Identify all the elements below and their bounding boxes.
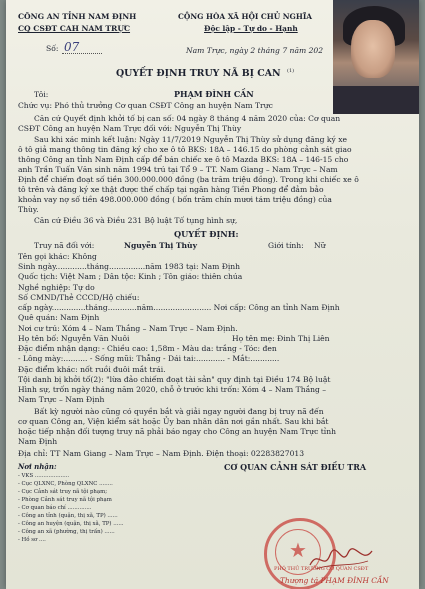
body-line: tô trên và đăng ký xe thật được thế chấp tại ngân hàng Tiền Phong để đảm bảo: [18, 185, 324, 194]
recipient-item: - Hồ sơ ....: [18, 537, 46, 543]
signer-name: Thượng tá PHẠM ĐÌNH CẦN: [280, 576, 389, 585]
body-line: Định để chiếm đoạt số tiền 300.000.000 đồng (ba trăm triệu đồng). Trong khi chiếc xe ô: [18, 175, 359, 184]
body-line: CSĐT Công an huyện Nam Trực đối với: Nguyễn Thị Thùy: [18, 124, 242, 133]
recipient-item: - Công an tỉnh (quận, thị xã, TP) ......: [18, 513, 118, 519]
charge-line: Nam Trực – Nam Định: [18, 395, 105, 404]
signature-org: CƠ QUAN CẢNH SÁT ĐIỀU TRA: [224, 462, 367, 472]
country-line1: CỘNG HÒA XÃ HỘI CHỦ NGHĨA: [178, 12, 313, 21]
photo-shirt: [333, 86, 419, 114]
appeal-line: Nam Định: [18, 437, 58, 446]
place-date: Nam Trực, ngày 2 tháng 7 năm 202: [186, 46, 324, 55]
author-name: PHẠM ĐÌNH CẦN: [174, 89, 254, 99]
appeal-line: cơ quan Công an, Viện kiểm sát hoặc Ủy ban nhân dân nơi gần nhất. Sau khi bắt: [18, 417, 329, 426]
recipient-item: - Phòng Cảnh sát truy nã tội phạm: [18, 497, 112, 503]
body-line: Sau khi xác minh kết luận: Ngày 11/7/2019 Nguyễn Thị Thùy sử dụng đăng ký xe: [34, 135, 347, 144]
charge-line: Tội danh bị khởi tố(2): "lừa đảo chiếm đoạt tài sản" quy định tại Điều 174 Bộ luật: [18, 375, 331, 384]
father: Họ tên bố: Nguyễn Văn Nuôi: [18, 334, 130, 343]
special-features: Đặc điểm khác: nốt ruồi đuôi mắt trái.: [18, 365, 166, 374]
body-line: Căn cứ Quyết định khởi tố bị can số: 04 ngày 8 tháng 4 năm 2020 của: Cơ quan: [34, 114, 341, 123]
stamp-caption: PHÓ THỦ TRƯỞNG CƠ QUAN CSĐT: [274, 566, 369, 572]
recipient-item: - Cơ quan báo chí ..............: [18, 505, 92, 511]
charge-line: Hình sự, trốn ngày tháng năm 2020, chỗ ở trước khi trốn: Xóm 4 – Nam Thắng –: [18, 385, 327, 394]
mother: Họ tên mẹ: Đinh Thị Liên: [232, 334, 330, 343]
occupation: Nghề nghiệp: Tự do: [18, 283, 95, 292]
body-line: khoản vay nợ số tiền 498.000.000 đồng ( bốn trăm chín mươi tám triệu đồng) của: [18, 195, 332, 204]
stamp-star-icon: ★: [289, 538, 307, 562]
doc-number-value: 07: [64, 40, 80, 54]
wanted-name: Nguyễn Thị Thùy: [124, 241, 197, 250]
country-line2: Độc lập - Tự do - Hạnh: [204, 24, 298, 33]
body-line: ô tô giả mang thông tin đăng ký cho xe ô tô BKS: 18A – 146.15 do phòng cảnh sát giao: [18, 145, 352, 154]
author-position: Chức vụ: Phó thủ trưởng Cơ quan CSĐT Công an huyện Nam Trực: [18, 101, 273, 110]
features-2: - Lông mày:.......... - Sống mũi: Thẳng - Dái tai:............ - Mắt:............: [18, 354, 280, 363]
body-line: thông Công an tỉnh Nam Định cấp để bán chiếc xe ô tô Mazda BKS: 18A – 146-15 cho: [18, 155, 349, 164]
body-line: Thùy.: [18, 205, 39, 214]
birth: Sinh ngày.............tháng...............năm 1983 tại: Nam Định: [18, 262, 241, 271]
recipient-item: - Cục QLXNC, Phòng QLXNC ........: [18, 481, 113, 487]
recipient-item: - Cục Cảnh sát truy nã tội phạm;: [18, 489, 108, 495]
document-page: [6, 0, 419, 589]
residence: Nơi cư trú: Xóm 4 – Nam Thắng – Nam Trực – Nam Định.: [18, 324, 238, 333]
decision-heading: QUYẾT ĐỊNH:: [174, 229, 239, 239]
doc-number-dots: [62, 53, 102, 54]
document-title: QUYẾT ĐỊNH TRUY NÃ BỊ CAN: [116, 68, 281, 79]
gender-value: Nữ: [314, 241, 326, 250]
body-line: anh Trần Tuấn Văn sinh năm 1994 trú tại Tổ 9 – TT. Nam Giang – Nam Trực – Nam: [18, 165, 338, 174]
wanted-label: Truy nã đối với:: [34, 241, 95, 250]
photo-face: [351, 20, 395, 78]
agency-line2: CQ CSĐT CAH NAM TRỰC: [18, 24, 131, 33]
body-line: Căn cứ Điều 36 và Điều 231 Bộ luật Tố tụng hình sự,: [34, 216, 238, 225]
gender-label: Giới tính:: [268, 241, 304, 250]
recipient-item: - VKS ....................: [18, 473, 70, 479]
appeal-line: hoặc tiếp nhận đối tượng truy nã phải báo ngay cho Công an huyện Nam Trực tỉnh: [18, 427, 336, 436]
agency-line1: CÔNG AN TỈNH NAM ĐỊNH: [18, 12, 137, 21]
recipients-label: Nơi nhận:: [18, 462, 57, 471]
doc-number-label: Số:: [46, 44, 59, 53]
title-note: (1): [287, 68, 295, 74]
id-issue: cấp ngày..............tháng............năm........................ Nơi cấp: Công an tỉnh Nam Định: [18, 303, 340, 312]
hometown: Quê quán: Nam Định: [18, 313, 100, 322]
alias: Tên gọi khác: Không: [18, 252, 97, 261]
id-label: Số CMND/Thẻ CCCD/Hộ chiếu:: [18, 293, 140, 302]
appeal-line: Bất kỳ người nào cũng có quyền bắt và giải ngay người đang bị truy nã đến: [34, 407, 324, 416]
recipient-item: - Công an huyện (quận, thị xã, TP) ......: [18, 521, 124, 527]
features-1: - Chiều cao: 1,58m - Màu da: trắng - Tóc: đen: [102, 344, 277, 353]
suspect-photo: [333, 0, 419, 114]
nationality: Quốc tịch: Việt Nam ; Dân tộc: Kinh ; Tôn giáo: thiên chúa: [18, 272, 243, 281]
contact-line: Địa chỉ: TT Nam Giang – Nam Trực – Nam Định. Điện thoại: 02283827013: [18, 449, 305, 458]
author-label: Tôi:: [34, 90, 49, 99]
recipient-item: - Công an xã (phường, thị trấn) ......: [18, 529, 115, 535]
features-label: Đặc điểm nhận dạng:: [18, 344, 101, 353]
